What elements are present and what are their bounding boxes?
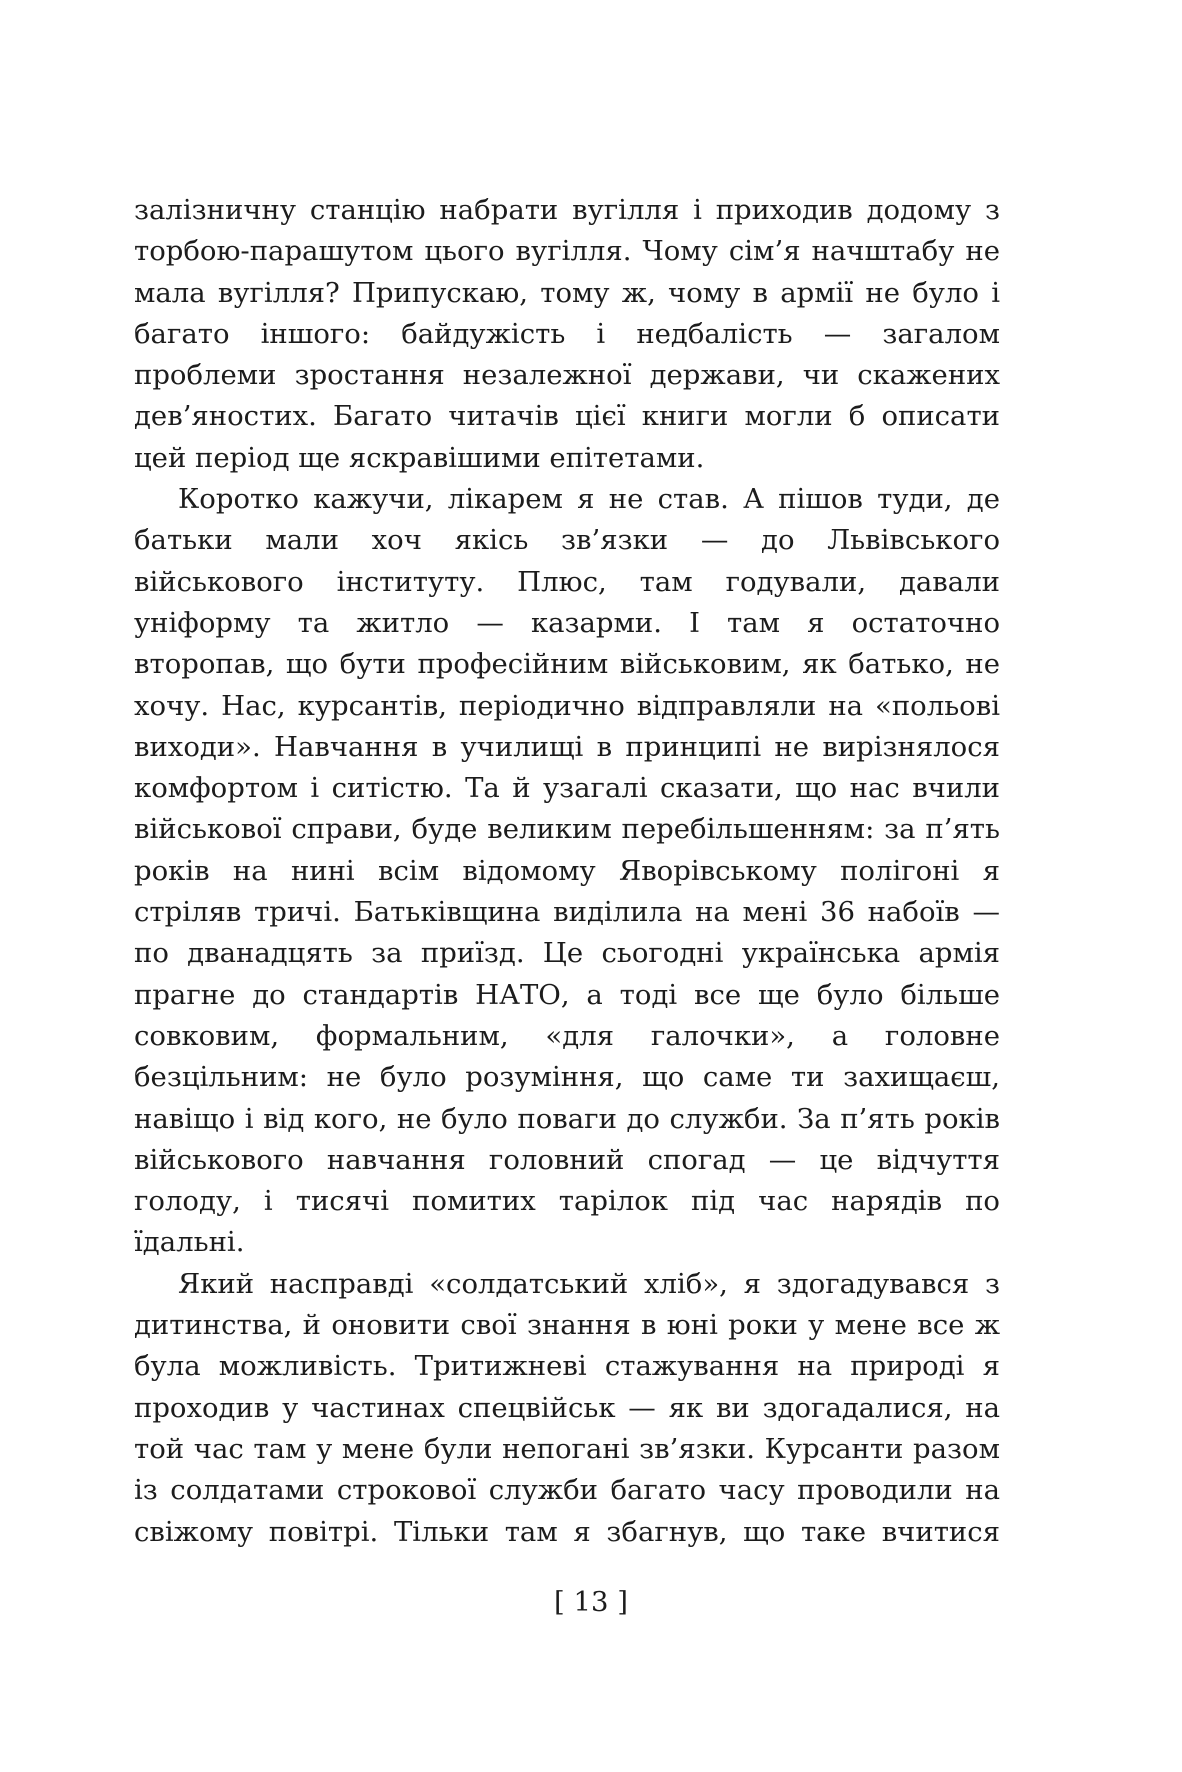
paragraph-2: Коротко кажучи, лікарем я не став. А пішов туди, де батьки мали хоч якісь зв’язки — до Львівського військового інституту. Плюс, там годували, давали уніформу та житло — казарми. І там я остаточно второпав, що бути професійним військовим, як батько, не хочу. Нас, курсантів, періодично відправляли на «польові виходи». Навчання в училищі в принципі не вирізнялося комфортом і ситістю. Та й узагалі сказати, що нас вчили військової справи, буде великим перебільшенням: за п’ять років на нині всім відомому Яворівському полігоні я стріляв тричі. Батьківщина виділила на мені 36 набоїв — по дванадцять за приїзд. Це сьогодні українська армія прагне до стандартів НАТО, а тоді все ще було більше совковим, формальним, «для галочки», а головне безцільним: не було розуміння, що саме ти захищаєш, навіщо і від кого, не було поваги до служби. За п’ять років військового навчання головний спогад — це відчуття голоду, і тисячі помитих тарілок під час нарядів по їдальні. [134, 483, 1000, 1259]
paragraph-3: Який насправді «солдатський хліб», я здогадувався з дитинства, й оновити свої знання в юні роки у мене все ж була можливість. Тритижневі стажування на природі я проходив у частинах спецвійськ — як ви здогадалися, на той час там у мене були непогані зв’язки. Курсанти разом із солдатами строкової служби багато часу проводили на свіжому повітрі. Тільки там я збагнув, що таке вчитися [134, 1267, 1000, 1548]
page-number: [ 13 ] [554, 1586, 628, 1618]
paragraph-1: залізничну станцію набрати вугілля і приходив додому з торбою-парашутом цього вугілля. Чому сім’я начштабу не мала вугілля? Припускаю, тому ж, чому в армії не було і багато іншого: байдужість і недбалість — загалом проблеми зростання незалежної держави, чи скажених дев’яностих. Багато читачів цієї книги могли б описати цей період ще яскравішими епітетами. [134, 194, 1000, 474]
body-text [134, 190, 1000, 1553]
